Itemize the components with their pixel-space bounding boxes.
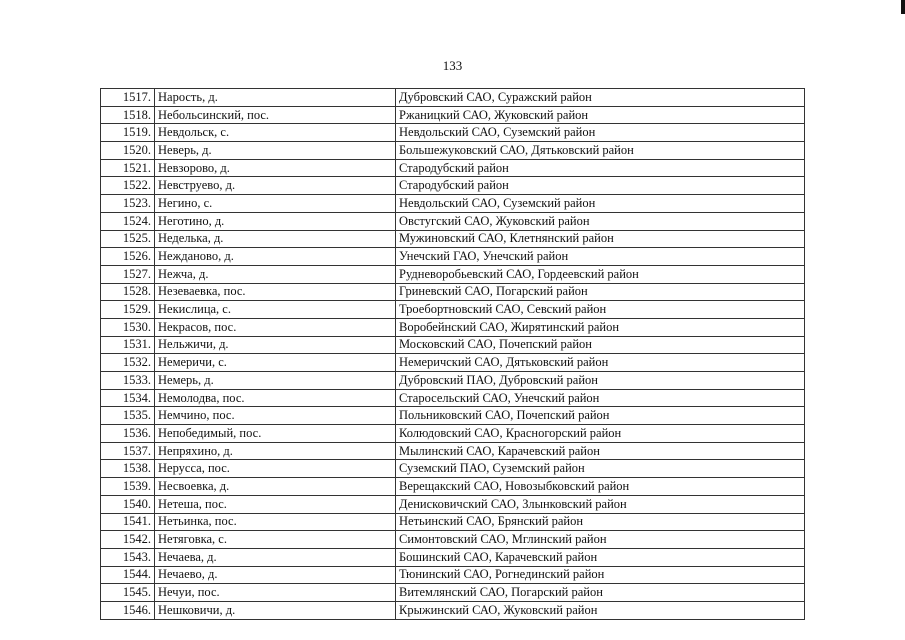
row-number: 1536. [101, 425, 155, 443]
administrative-district: Унечский ГАО, Унечский район [396, 248, 805, 266]
table-row [101, 425, 805, 443]
settlement-name: Нерусса, пос. [155, 460, 396, 478]
row-number: 1544. [101, 566, 155, 584]
row-number: 1538. [101, 460, 155, 478]
administrative-district: Гриневский САО, Погарский район [396, 283, 805, 301]
settlement-name: Нельжичи, д. [155, 336, 396, 354]
table-row [101, 336, 805, 354]
administrative-district: Стародубский район [396, 159, 805, 177]
administrative-district: Рудневоробьевский САО, Гордеевский район [396, 265, 805, 283]
page-number: 133 [442, 58, 463, 73]
row-number: 1519. [101, 124, 155, 142]
row-number: 1522. [101, 177, 155, 195]
settlement-name: Невдольск, с. [155, 124, 396, 142]
table-row [101, 159, 805, 177]
settlement-name: Неготино, д. [155, 212, 396, 230]
administrative-district: Колюдовский САО, Красногорский район [396, 425, 805, 443]
administrative-district: Суземский ПАО, Суземский район [396, 460, 805, 478]
row-number: 1530. [101, 318, 155, 336]
table-row [101, 372, 805, 390]
row-number: 1545. [101, 584, 155, 602]
administrative-district: Дубровский САО, Суражский район [396, 89, 805, 107]
row-number: 1531. [101, 336, 155, 354]
row-number: 1529. [101, 301, 155, 319]
table-row [101, 265, 805, 283]
administrative-district: Немеричский САО, Дятьковский район [396, 354, 805, 372]
settlement-name: Немолодва, пос. [155, 389, 396, 407]
row-number: 1532. [101, 354, 155, 372]
administrative-district: Денисковичский САО, Злынковский район [396, 495, 805, 513]
row-number: 1527. [101, 265, 155, 283]
administrative-district: Верещакский САО, Новозыбковский район [396, 478, 805, 496]
settlement-name: Нежча, д. [155, 265, 396, 283]
table-row [101, 389, 805, 407]
row-number: 1521. [101, 159, 155, 177]
table-row [101, 478, 805, 496]
administrative-district: Невдольский САО, Суземский район [396, 124, 805, 142]
settlement-name: Нетеша, пос. [155, 495, 396, 513]
table-row [101, 548, 805, 566]
settlement-name: Незеваевка, пос. [155, 283, 396, 301]
row-number: 1534. [101, 389, 155, 407]
row-number: 1540. [101, 495, 155, 513]
administrative-district: Невдольский САО, Суземский район [396, 195, 805, 213]
settlement-name: Немчино, пос. [155, 407, 396, 425]
table-row [101, 142, 805, 160]
administrative-district: Мылинский САО, Карачевский район [396, 442, 805, 460]
administrative-district: Воробейнский САО, Жирятинский район [396, 318, 805, 336]
settlement-name: Несвоевка, д. [155, 478, 396, 496]
settlement-name: Непряхино, д. [155, 442, 396, 460]
settlement-name: Нетяговка, с. [155, 531, 396, 549]
settlement-name: Некислица, с. [155, 301, 396, 319]
settlement-name: Нешковичи, д. [155, 601, 396, 619]
administrative-district: Овстугский САО, Жуковский район [396, 212, 805, 230]
row-number: 1525. [101, 230, 155, 248]
row-number: 1520. [101, 142, 155, 160]
row-number: 1543. [101, 548, 155, 566]
row-number: 1542. [101, 531, 155, 549]
settlement-name: Нечуи, пос. [155, 584, 396, 602]
administrative-district: Витемлянский САО, Погарский район [396, 584, 805, 602]
table-row [101, 601, 805, 619]
table-row [101, 531, 805, 549]
table-row [101, 248, 805, 266]
row-number: 1546. [101, 601, 155, 619]
row-number: 1541. [101, 513, 155, 531]
administrative-district: Польниковский САО, Почепский район [396, 407, 805, 425]
table-row [101, 212, 805, 230]
administrative-district: Московский САО, Почепский район [396, 336, 805, 354]
administrative-district: Большежуковский САО, Дятьковский район [396, 142, 805, 160]
table-row [101, 177, 805, 195]
table-row [101, 584, 805, 602]
settlement-name: Нечаева, д. [155, 548, 396, 566]
table-row [101, 106, 805, 124]
table-row [101, 89, 805, 107]
settlement-name: Нежданово, д. [155, 248, 396, 266]
settlement-name: Негино, с. [155, 195, 396, 213]
settlement-name: Невструево, д. [155, 177, 396, 195]
administrative-district: Бошинский САО, Карачевский район [396, 548, 805, 566]
administrative-district: Троебортновский САО, Севский район [396, 301, 805, 319]
table-row [101, 495, 805, 513]
table-row [101, 195, 805, 213]
settlements-table [100, 88, 805, 620]
table-row [101, 566, 805, 584]
settlement-name: Немерь, д. [155, 372, 396, 390]
row-number: 1535. [101, 407, 155, 425]
scan-edge-mark [901, 0, 905, 14]
row-number: 1517. [101, 89, 155, 107]
administrative-district: Дубровский ПАО, Дубровский район [396, 372, 805, 390]
table-row [101, 354, 805, 372]
table-row [101, 301, 805, 319]
administrative-district: Тюнинский САО, Рогнединский район [396, 566, 805, 584]
settlement-name: Неделька, д. [155, 230, 396, 248]
table-row [101, 124, 805, 142]
administrative-district: Старосельский САО, Унечский район [396, 389, 805, 407]
table-row [101, 442, 805, 460]
settlement-name: Некрасов, пос. [155, 318, 396, 336]
table-body [101, 89, 805, 620]
administrative-district: Симонтовский САО, Мглинский район [396, 531, 805, 549]
settlement-name: Нетьинка, пос. [155, 513, 396, 531]
settlement-name: Непобедимый, пос. [155, 425, 396, 443]
settlement-name: Нечаево, д. [155, 566, 396, 584]
settlement-name: Небольсинский, пос. [155, 106, 396, 124]
settlement-name: Немеричи, с. [155, 354, 396, 372]
administrative-district: Мужиновский САО, Клетнянский район [396, 230, 805, 248]
administrative-district: Ржаницкий САО, Жуковский район [396, 106, 805, 124]
administrative-district: Нетьинский САО, Брянский район [396, 513, 805, 531]
row-number: 1523. [101, 195, 155, 213]
row-number: 1526. [101, 248, 155, 266]
administrative-district: Стародубский район [396, 177, 805, 195]
table-row [101, 513, 805, 531]
administrative-district: Крыжинский САО, Жуковский район [396, 601, 805, 619]
table-row [101, 318, 805, 336]
settlement-name: Невзорово, д. [155, 159, 396, 177]
table-row [101, 460, 805, 478]
row-number: 1533. [101, 372, 155, 390]
table-row [101, 407, 805, 425]
row-number: 1528. [101, 283, 155, 301]
table-row [101, 230, 805, 248]
table-row [101, 283, 805, 301]
row-number: 1537. [101, 442, 155, 460]
row-number: 1539. [101, 478, 155, 496]
settlement-name: Неверь, д. [155, 142, 396, 160]
row-number: 1524. [101, 212, 155, 230]
settlement-name: Нарость, д. [155, 89, 396, 107]
row-number: 1518. [101, 106, 155, 124]
